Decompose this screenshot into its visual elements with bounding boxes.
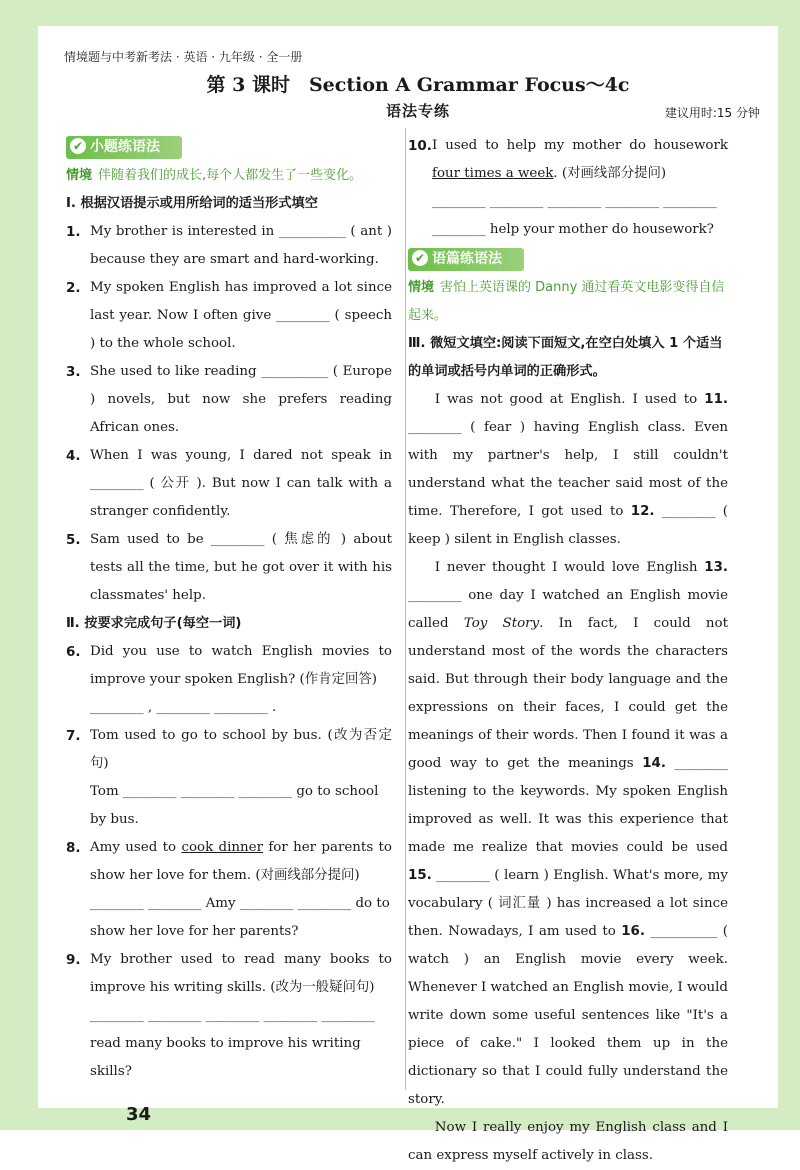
question-1 <box>66 218 392 274</box>
left-column <box>66 132 392 1086</box>
question-text: Sam used to be ________ ( 焦虑的 ) about tests all the time, but he got over it with his classmates' help. <box>90 532 392 603</box>
question-text: Did you use to watch English movies to improve your spoken English? (作肯定回答) <box>90 644 392 687</box>
blank-number: 11. <box>704 392 728 407</box>
part2-title: Ⅱ. 按要求完成句子(每空一词) <box>66 616 242 631</box>
question-9 <box>66 946 392 1002</box>
question-5 <box>66 526 392 610</box>
question-text: My brother is interested in __________ ( ant ) because they are smart and hard-working. <box>90 224 392 267</box>
time-hint: 建议用时:15 分钟 <box>664 106 760 120</box>
context-note <box>408 274 728 330</box>
part3-title: Ⅲ. 微短文填空:阅读下面短文,在空白处填入 1 个适当的单词或括号内单词的正确形式。 <box>408 336 723 379</box>
paragraph-3: Now I really enjoy my English class and I can express myself actively in class. <box>408 1120 728 1163</box>
answer-line[interactable]: ________ , ________ ________ . <box>90 700 277 715</box>
question-text: Tom used to go to school by bus. (改为否定句) <box>90 728 392 771</box>
blank-number: 15. <box>408 868 432 883</box>
passage <box>408 386 728 1170</box>
context-note <box>66 162 392 190</box>
part1-title: Ⅰ. 根据汉语提示或用所给词的适当形式填空 <box>66 196 318 211</box>
question-10 <box>408 132 728 188</box>
passage-text[interactable]: ________ ( learn ) English. What's more, my vocabulary ( 词汇量 ) has increased a lot since then. Nowadays, I am used to <box>408 868 728 939</box>
banner-label: 小题练语法 <box>90 139 160 155</box>
question-number: 5. <box>66 532 81 548</box>
context-text: 害怕上英语课的 Danny 通过看英文电影变得自信起来。 <box>408 280 725 323</box>
question-text: She used to like reading __________ ( Europe ) novels, but now she prefers reading African ones. <box>90 364 392 435</box>
passage-text[interactable]: ________ one day I watched an English movie called <box>408 588 728 631</box>
context-label: 情境 <box>408 280 435 295</box>
question-number: 2. <box>66 280 81 296</box>
question-number: 4. <box>66 448 81 464</box>
book-title: 情境题与中考新考法 · 英语 · 九年级 · 全一册 <box>64 50 303 64</box>
column-divider <box>405 128 406 1090</box>
blank-number: 13. <box>704 560 728 575</box>
check-icon: ✔ <box>70 138 86 154</box>
movie-title: Toy Story <box>463 616 540 631</box>
text-before: I used to help my mother do housework <box>432 138 728 153</box>
question-4 <box>66 442 392 526</box>
text-before: Amy used to <box>90 840 182 855</box>
question-number: 9. <box>66 952 81 968</box>
passage-drill-banner <box>408 248 524 271</box>
text-after: . (对画线部分提问) <box>553 166 667 181</box>
underlined-phrase: four times a week <box>432 166 554 181</box>
question-text: My spoken English has improved a lot since last year. Now I often give ________ ( speech ) to the whole school. <box>90 280 392 351</box>
text-after: for her parents to show her love for them. (对画线部分提问) <box>90 840 392 883</box>
right-column <box>408 132 728 1170</box>
passage-text: I never thought I would love English <box>434 560 705 575</box>
passage-text[interactable]: ________ listening to the keywords. My spoken English improved as well. It was this experience that made me realize that movies could be used <box>408 756 728 855</box>
question-number: 6. <box>66 644 81 660</box>
blank-number: 14. <box>642 756 666 771</box>
answer-line[interactable]: Tom ________ ________ ________ go to school by bus. <box>90 784 379 827</box>
answer-line[interactable]: ________ ________ ________ ________ ________ read many books to improve his writing skills? <box>90 1008 375 1079</box>
frame-right <box>778 0 800 1130</box>
context-label: 情境 <box>66 168 93 183</box>
blank-number: 16. <box>621 924 645 939</box>
check-icon: ✔ <box>412 250 428 266</box>
passage-text[interactable]: ________ ( fear ) having English class. Even with my partner's help, I still couldn't understand what the teacher said most of the time. Therefore, I got used to <box>408 420 728 519</box>
question-7 <box>66 722 392 778</box>
question-number: 8. <box>66 840 81 856</box>
paragraph-1 <box>408 386 728 554</box>
question-number: 7. <box>66 728 81 744</box>
page <box>62 36 774 1163</box>
question-8 <box>66 834 392 890</box>
question-text <box>432 132 728 188</box>
blank-number: 12. <box>630 504 655 519</box>
question-number: 1. <box>66 224 81 240</box>
page-number: 34 <box>126 1104 152 1125</box>
passage-text: I was not good at English. I used to <box>434 392 705 407</box>
question-6 <box>66 638 392 694</box>
answer-line[interactable]: ________ ________ ________ ________ ________ ________ help your mother do housework? <box>432 194 717 237</box>
passage-text[interactable]: __________ ( watch ) an English movie every week. Whenever I watched an English movie, I would write down some useful sentences like "It's a piece of cake." I looked them up in the dictionary so that I could fully understand the story. <box>408 924 729 1107</box>
question-2 <box>66 274 392 358</box>
frame-top <box>0 0 800 26</box>
paragraph-2 <box>408 554 728 1114</box>
lesson-title: 第 3 课时 Section A Grammar Focus～4c <box>206 74 630 96</box>
grammar-drill-banner <box>66 136 182 159</box>
context-text: 伴随着我们的成长,每个人都发生了一些变化。 <box>98 168 363 183</box>
question-number: 10. <box>408 138 432 154</box>
frame-left <box>0 0 38 1130</box>
passage-text: . In fact, I could not understand most of the words the characters said. But through their body language and the expressions on their faces, I could get the meanings of their words. Then I found it was a good way to get the meanings <box>408 616 728 771</box>
section-title: 语法专练 <box>385 102 450 120</box>
passage-text[interactable]: ________ ( keep ) silent in English classes. <box>408 504 728 547</box>
question-number: 3. <box>66 364 81 380</box>
question-3 <box>66 358 392 442</box>
answer-line[interactable]: ________ ________ Amy ________ ________ do to show her love for her parents? <box>90 896 390 939</box>
banner-label: 语篇练语法 <box>432 251 502 267</box>
underlined-phrase: cook dinner <box>181 840 263 855</box>
question-text <box>90 834 392 890</box>
question-text: When I was young, I dared not speak in ________ ( 公开 ). But now I can talk with a stranger confidently. <box>90 448 392 519</box>
question-text: My brother used to read many books to improve his writing skills. (改为一般疑问句) <box>90 952 392 995</box>
